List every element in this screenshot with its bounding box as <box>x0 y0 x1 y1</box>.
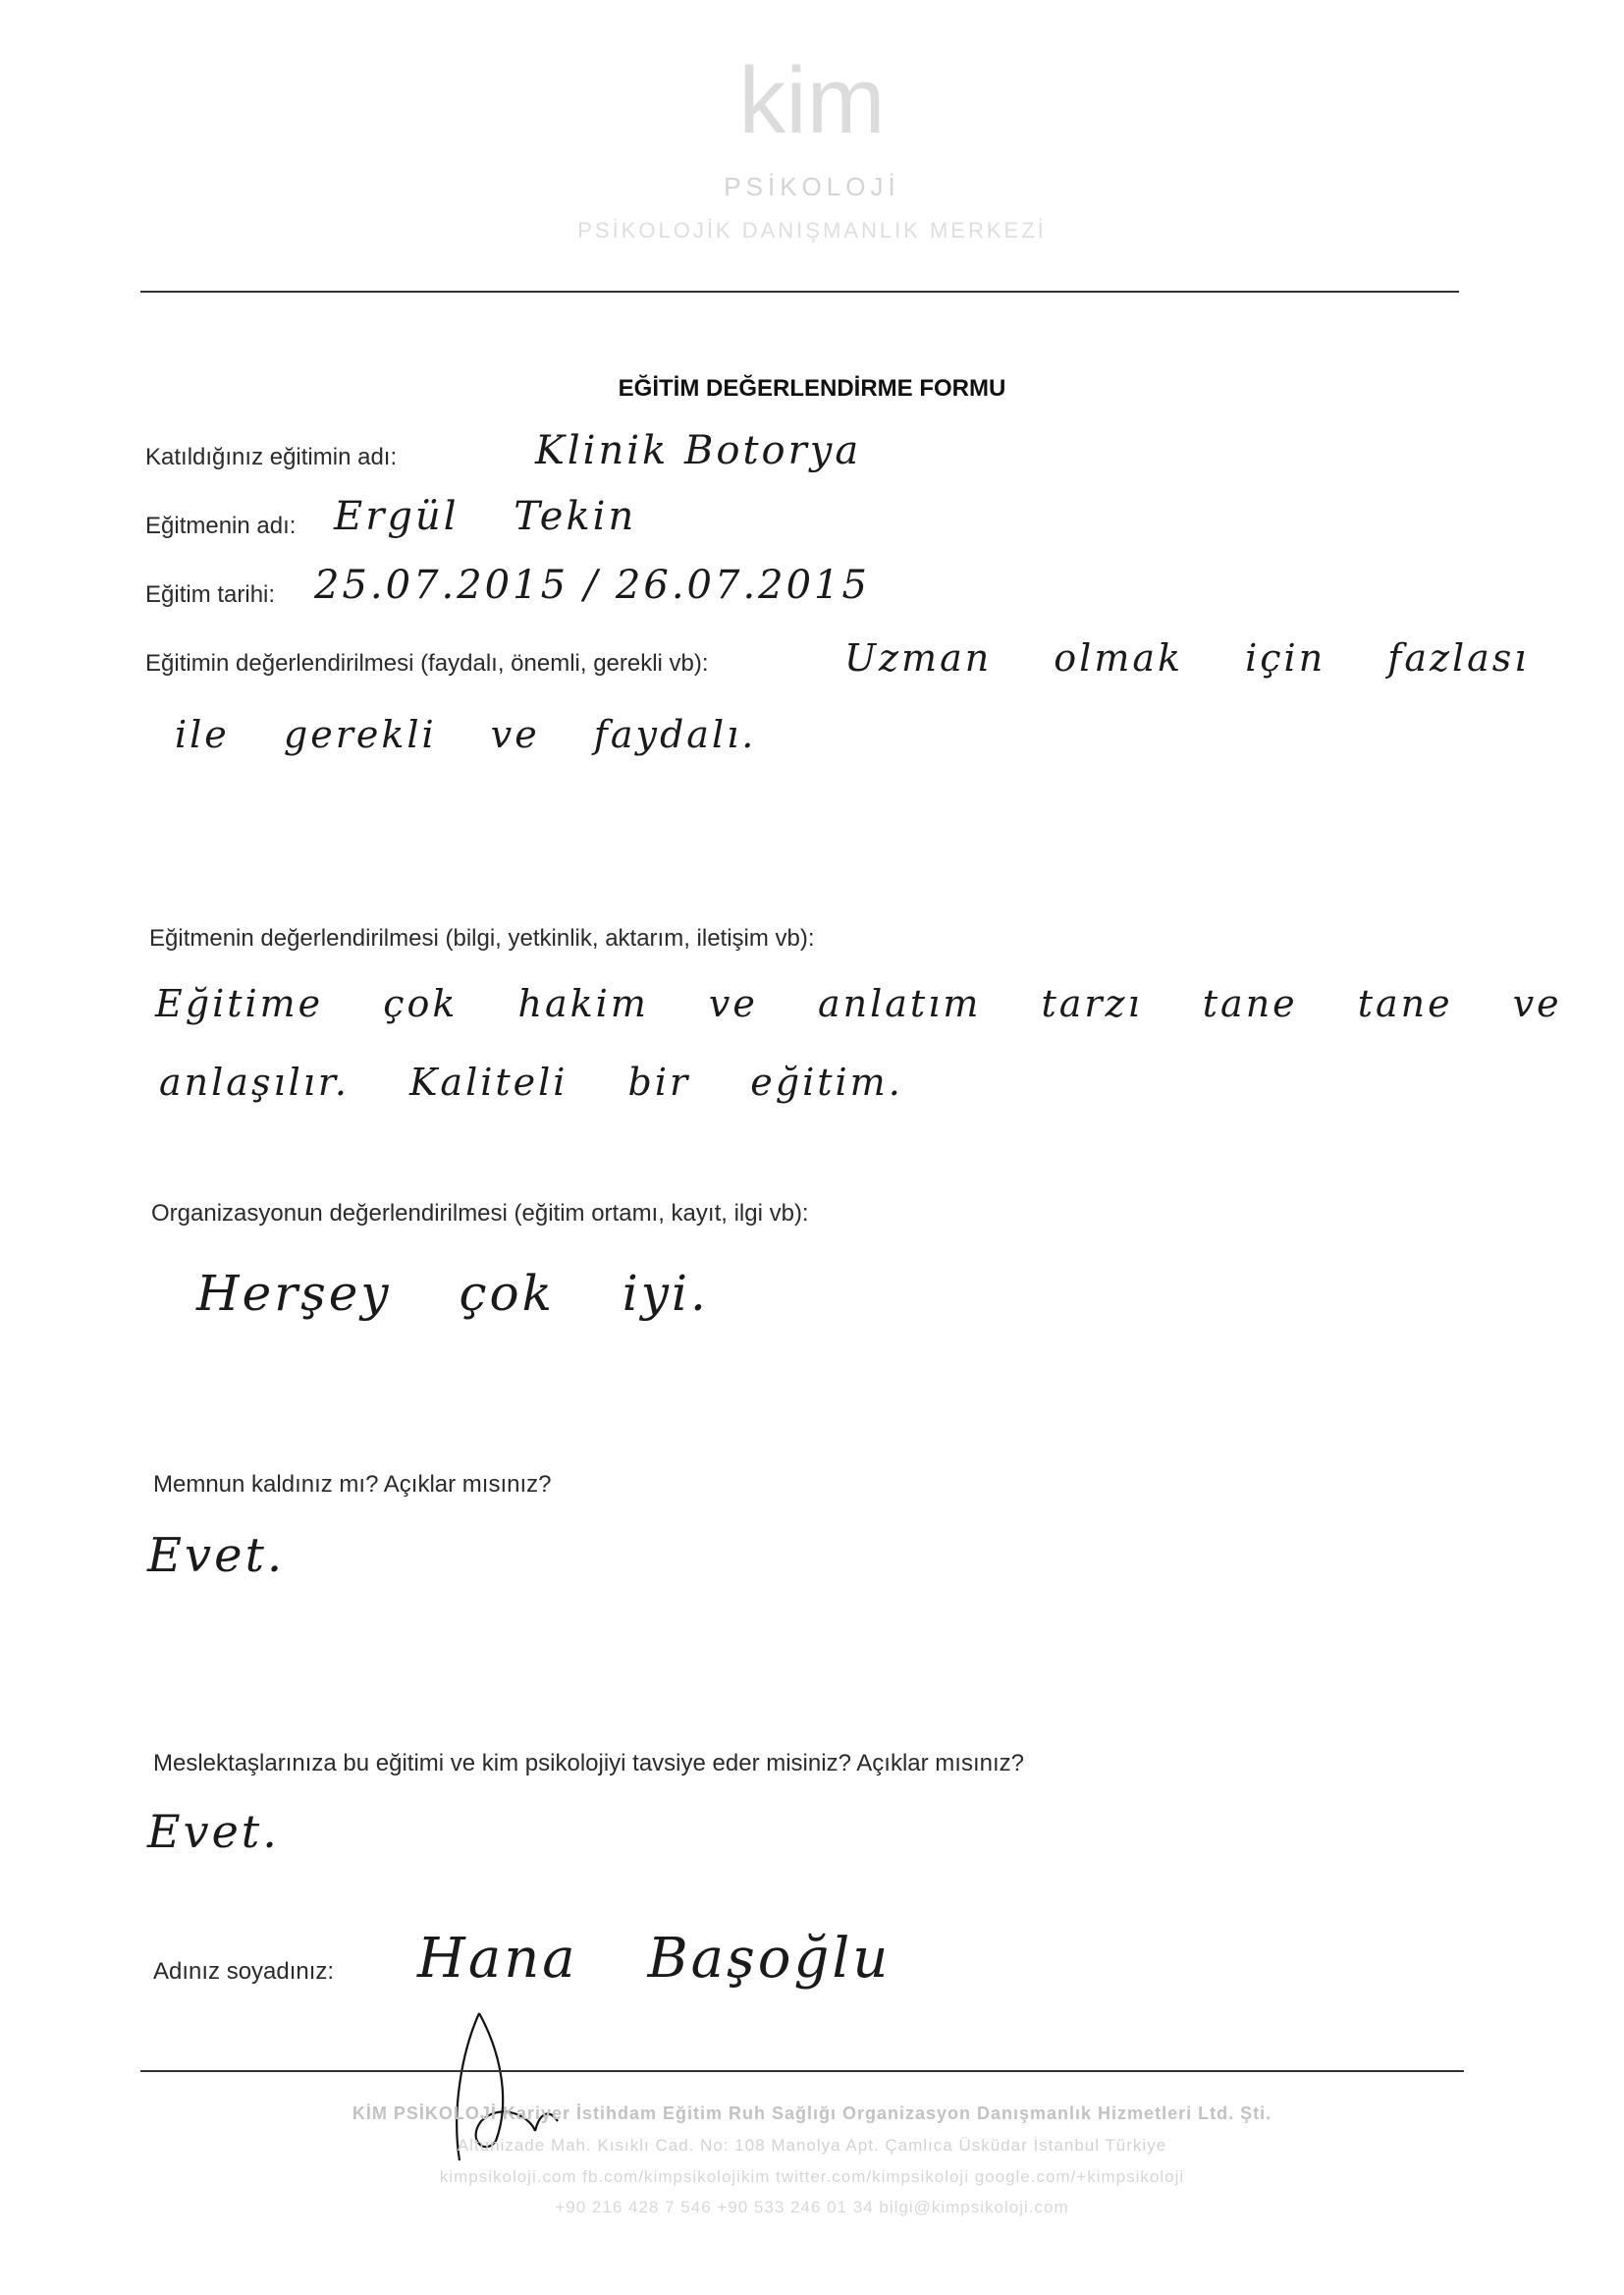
satisfaction-label: Memnun kaldınız mı? Açıklar mısınız? <box>153 1471 552 1498</box>
logo-tagline: PSİKOLOJİK DANIŞMANLIK MERKEZİ <box>577 218 1047 243</box>
training-evaluation-answer-line2: ile gerekli ve faydalı. <box>175 713 757 756</box>
trainer-evaluation-label: Eğitmenin değerlendirilmesi (bilgi, yetkinlik, aktarım, iletişim vb): <box>149 925 815 952</box>
trainer-evaluation-answer-line2: anlaşılır. Kaliteli bir eğitim. <box>159 1061 903 1104</box>
satisfaction-answer: Evet. <box>147 1528 286 1583</box>
logo-name: PSİKOLOJİ <box>724 172 900 201</box>
footer-divider <box>140 2070 1464 2072</box>
header-divider <box>140 291 1459 293</box>
organization-evaluation-answer: Herşey çok iyi. <box>196 1265 709 1322</box>
training-name-label: Katıldığınız eğitimin adı: <box>145 444 398 470</box>
organization-evaluation-label: Organizasyonun değerlendirilmesi (eğitim ortamı, kayıt, ilgi vb): <box>151 1200 809 1227</box>
training-evaluation-answer-line1: Uzman olmak için fazlası <box>844 636 1530 680</box>
kim-logo-icon <box>704 29 920 147</box>
training-name-answer: Klinik Botorya <box>535 428 862 473</box>
recommendation-answer: Evet. <box>147 1805 280 1858</box>
form-title: EĞİTİM DEĞERLENDİRME FORMU <box>618 375 1006 402</box>
footer-phones: +90 216 428 7 546 +90 533 246 01 34 bilgi@kimpsikoloji.com <box>555 2198 1069 2216</box>
recommendation-label: Meslektaşlarınıza bu eğitimi ve kim psikolojiyi tavsiye eder misiniz? Açıklar mısınız? <box>153 1750 1024 1776</box>
trainer-name-answer: Ergül Tekin <box>334 494 637 539</box>
footer-links: kimpsikoloji.com fb.com/kimpsikolojikim twitter.com/kimpsikoloji google.com/+kimpsikoloji <box>439 2167 1185 2186</box>
training-evaluation-label: Eğitimin değerlendirilmesi (faydalı, önemli, gerekli vb): <box>145 650 709 677</box>
trainer-evaluation-answer-line1: Eğitime çok hakim ve anlatım tarzı tane tane ve <box>155 982 1562 1025</box>
logo-text: kim <box>738 48 886 147</box>
footer-address: Altunizade Mah. Kısıklı Cad. No: 108 Manolya Apt. Çamlıca Üsküdar İstanbul Türkiye <box>457 2136 1167 2155</box>
full-name-answer: Hana Başoğlu <box>417 1927 892 1991</box>
footer-company: KİM PSİKOLOJİ Kariyer İstihdam Eğitim Ruh Sağlığı Organizasyon Danışmanlık Hizmetleri Ltd. Şti. <box>352 2104 1272 2123</box>
training-date-answer: 25.07.2015 / 26.07.2015 <box>314 563 870 608</box>
full-name-label: Adınız soyadınız: <box>153 1958 335 1985</box>
training-date-label: Eğitim tarihi: <box>145 581 276 608</box>
trainer-name-label: Eğitmenin adı: <box>145 513 297 539</box>
